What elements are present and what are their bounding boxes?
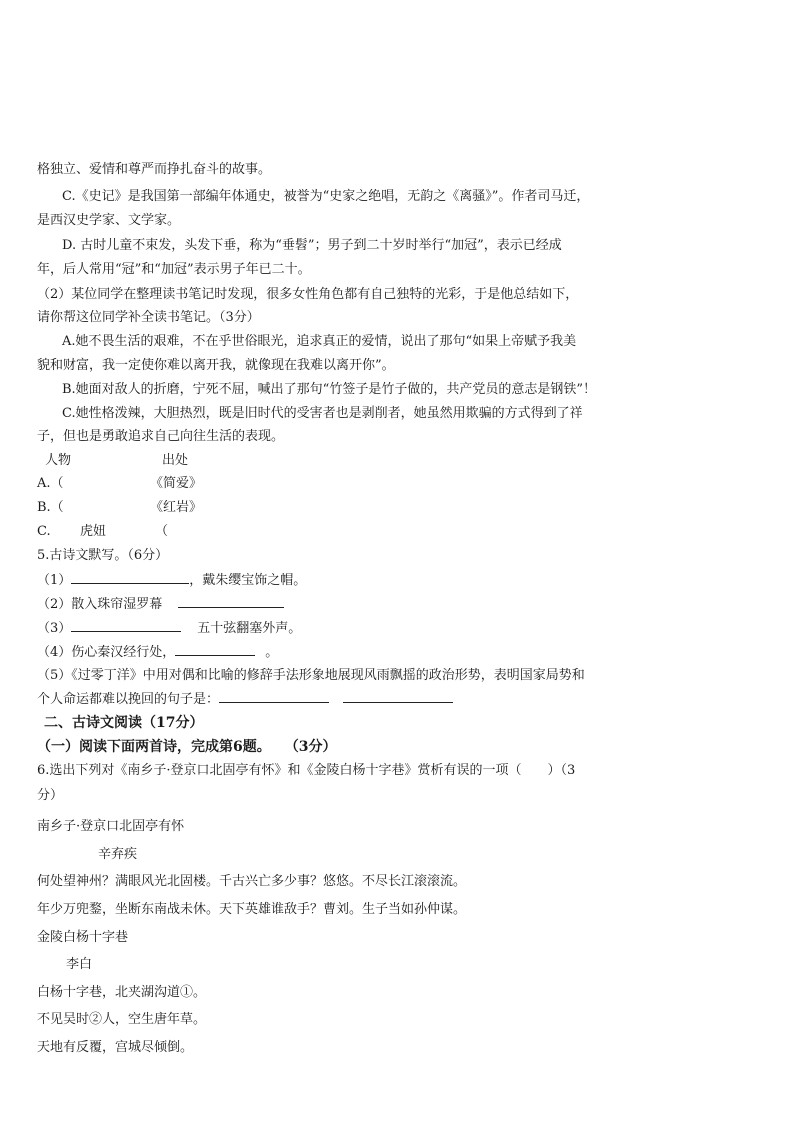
text-line: 请你帮这位同学补全读书笔记。（3分） xyxy=(37,310,260,325)
table-header-source: 出处 xyxy=(162,453,189,468)
poem-line: 不见吴时②人，空生唐年草。 xyxy=(37,1012,207,1027)
option-c-line: C.《史记》是我国第一部编年体通史，被誉为“史家之绝唱，无韵之《离骚》”。作者司马迁， xyxy=(62,189,590,204)
answer-blank[interactable] xyxy=(71,571,189,584)
text-line: 年，后人常用“冠”和“加冠”表示男子年已二十。 xyxy=(37,262,311,277)
row-b-source: 《红岩》 xyxy=(150,500,203,515)
row-c-source: （ xyxy=(155,524,169,539)
subsection-score: （3分） xyxy=(284,739,337,755)
poem-line: 白杨十字巷，北夹湖沟道①。 xyxy=(37,985,207,1000)
row-c-person: 虎妞 xyxy=(80,524,107,539)
dictation-item-3 xyxy=(37,619,301,638)
subsection-text: （一）阅读下面两首诗，完成第6题。 xyxy=(37,739,271,755)
option-d-line: D. 古时儿童不束发，头发下垂，称为“垂髫”；男子到二十岁时举行“加冠”，表示已经成 xyxy=(62,238,562,253)
question-text: 6.选出下列对《南乡子·登京口北固亭有怀》和《金陵白杨十字巷》赏析有误的一项（ xyxy=(37,763,522,778)
item-number: （1） xyxy=(37,573,72,588)
text-line: 格独立、爱情和尊严而挣扎奋斗的故事。 xyxy=(37,162,272,177)
table-header-person: 人物 xyxy=(45,453,72,468)
row-a-label: A.（ xyxy=(37,476,64,491)
answer-blank[interactable] xyxy=(71,619,181,632)
question-score: ）（3 xyxy=(547,763,576,778)
section-title: 二、古诗文阅读（17分） xyxy=(44,715,204,731)
item-text: （4）伤心秦汉经行处， xyxy=(37,645,176,660)
item-text: 五十弦翻塞外声。 xyxy=(197,621,302,636)
dictation-item-1 xyxy=(37,571,306,590)
row-b-label: B.（ xyxy=(37,500,64,515)
row-c-label: C. xyxy=(37,524,51,539)
text-line: 子，但也是勇敢追求自己向往生活的表现。 xyxy=(37,429,285,444)
answer-blank[interactable] xyxy=(178,595,284,608)
answer-blank[interactable] xyxy=(343,690,453,703)
text-line: 是西汉史学家、文学家。 xyxy=(37,213,181,228)
question-6-stem xyxy=(37,762,575,780)
poem-line: 年少万兜鍪，坐断东南战未休。天下英雄谁敌手？曹刘。生子当如孙仲谋。 xyxy=(37,902,467,917)
dictation-item-4 xyxy=(37,643,278,662)
poem-author: 李白 xyxy=(66,957,93,972)
poem-author: 辛弃疾 xyxy=(98,847,138,862)
question-5-title: 5.古诗文默写。（6分） xyxy=(37,548,169,563)
question-4-2-stem: （2）某位同学在整理读书笔记时发现，很多女性角色都有自己独特的光彩，于是他总结如下， xyxy=(37,287,579,302)
text-line: 貌和财富，我一定使你难以离开我，就像现在我难以离开你”。 xyxy=(37,358,395,373)
answer-blank[interactable] xyxy=(175,643,255,656)
text-line: 分） xyxy=(37,788,64,803)
poem-line: 何处望神州？满眼风光北固楼。千古兴亡多少事？悠悠。不尽长江滚滚流。 xyxy=(37,874,467,889)
item-text: 个人命运都难以挽回的句子是： xyxy=(37,692,220,707)
subsection-title xyxy=(37,738,337,756)
poem-line: 天地有反覆，宫城尽倾倒。 xyxy=(37,1040,194,1055)
item-number: （3） xyxy=(37,621,72,636)
poem-title: 金陵白杨十字巷 xyxy=(37,930,129,945)
row-a-source: 《简爱》 xyxy=(150,476,203,491)
clue-a: A.她不畏生活的艰难，不在乎世俗眼光，追求真正的爱情，说出了那句“如果上帝赋予我美 xyxy=(62,334,577,349)
item-end: 。 xyxy=(265,645,279,660)
answer-blank[interactable] xyxy=(219,690,329,703)
item-text: （2）散入珠帘湿罗幕 xyxy=(37,597,163,612)
item-text: ，戴朱缨宝饰之帽。 xyxy=(189,573,307,588)
poem-title: 南乡子·登京口北固亭有怀 xyxy=(37,819,185,834)
dictation-item-5: （5）《过零丁洋》中用对偶和比喻的修辞手法形象地展现风雨飘摇的政治形势，表明国家局势和 xyxy=(37,668,585,683)
dictation-item-2 xyxy=(37,595,284,614)
dictation-item-5-cont xyxy=(37,690,453,709)
clue-c: C.她性格泼辣，大胆热烈，既是旧时代的受害者也是剥削者，她虽然用欺骗的方式得到了祥 xyxy=(62,406,583,421)
clue-b: B.她面对敌人的折磨，宁死不屈，喊出了那句“竹签子是竹子做的，共产党员的意志是钢铁”！ xyxy=(62,382,596,397)
